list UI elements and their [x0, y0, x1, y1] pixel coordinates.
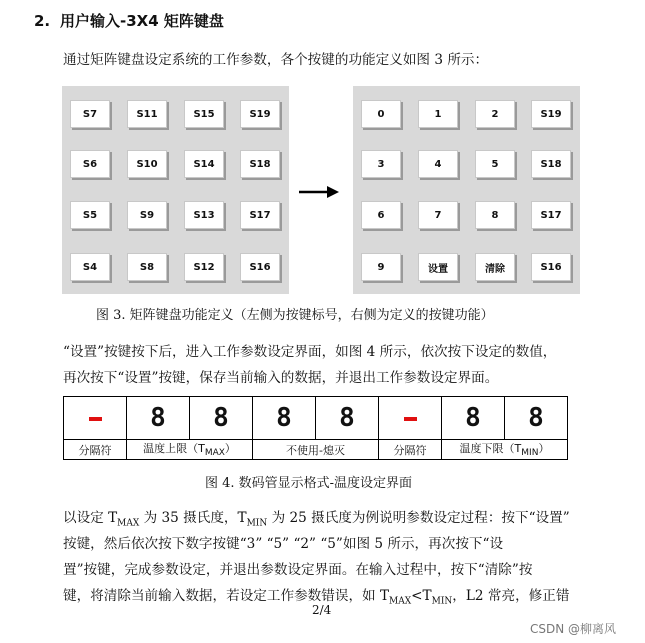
- paragraph-2-line-2: 再次按下“设置”按键，保存当前输入的数据，并退出工作参数设定界面。: [63, 370, 499, 386]
- paragraph-3-line-1: 以设定 $T_{MAX}$ 为 35 摄氏度，$T_{MIN}$ 为 25 摄氏度为例说明参数设定过程：按下“设置”: [63, 510, 570, 529]
- keypad-panel-right: [353, 86, 580, 294]
- segment-digit: [316, 397, 379, 440]
- left-key: S4: [70, 253, 110, 281]
- segment-digit: [127, 397, 190, 440]
- label-separator-1: 分隔符: [64, 440, 127, 460]
- left-key: S16: [240, 253, 280, 281]
- left-key: S7: [70, 100, 110, 128]
- figure-3-caption: 图 3. 矩阵键盘功能定义（左侧为按键标号，右侧为定义的按键功能）: [96, 308, 494, 323]
- figure-4-caption: 图 4. 数码管显示格式-温度设定界面: [205, 476, 413, 491]
- segment-digit: [379, 397, 442, 440]
- paragraph-3-line-2: 按键，然后依次按下数字按键“3” “5” “2” “5”如图 5 所示，再次按下“设: [63, 536, 504, 552]
- left-key: S9: [127, 201, 167, 229]
- right-key: 设置: [418, 253, 458, 281]
- left-key: S18: [240, 150, 280, 178]
- keypad-panel-left: [62, 86, 289, 294]
- dash-segment: [404, 417, 417, 421]
- right-key: 4: [418, 150, 458, 178]
- right-key: S19: [531, 100, 571, 128]
- segment-display-table: [63, 396, 568, 460]
- intro-paragraph: 通过矩阵键盘设定系统的工作参数，各个按键的功能定义如图 3 所示：: [63, 52, 489, 68]
- digit-glyph: 8: [465, 403, 481, 433]
- left-key: S19: [240, 100, 280, 128]
- left-key: S5: [70, 201, 110, 229]
- right-key: 0: [361, 100, 401, 128]
- section-title: 用户输入-3X4 矩阵键盘: [60, 12, 224, 30]
- left-key: S6: [70, 150, 110, 178]
- left-key: S8: [127, 253, 167, 281]
- right-key: 5: [475, 150, 515, 178]
- segment-digit: [442, 397, 505, 440]
- right-key: 清除: [475, 253, 515, 281]
- right-key: 6: [361, 201, 401, 229]
- right-key: 8: [475, 201, 515, 229]
- left-key: S11: [127, 100, 167, 128]
- segment-digit: [253, 397, 316, 440]
- label-temp-lower: 温度下限$(T_{MIN})$: [442, 440, 568, 460]
- page-number: 2/4: [312, 603, 332, 617]
- right-key: 7: [418, 201, 458, 229]
- digit-glyph: 8: [339, 403, 355, 433]
- left-key: S15: [184, 100, 224, 128]
- right-key: 9: [361, 253, 401, 281]
- digit-glyph: 8: [276, 403, 292, 433]
- left-key: S12: [184, 253, 224, 281]
- segment-digit: [190, 397, 253, 440]
- segment-digit: [505, 397, 568, 440]
- digit-glyph: 8: [150, 403, 166, 433]
- right-key: 3: [361, 150, 401, 178]
- label-temp-upper: 温度上限$(T_{MAX})$: [127, 440, 253, 460]
- paragraph-2-line-1: “设置”按键按下后，进入工作参数设定界面，如图 4 所示，依次按下设定的数值，: [63, 344, 557, 360]
- left-key: S17: [240, 201, 280, 229]
- right-key: S18: [531, 150, 571, 178]
- left-key: S13: [184, 201, 224, 229]
- paragraph-3-line-3: 置”按键，完成参数设定，并退出参数设定界面。在输入过程中，按下“清除”按: [63, 562, 533, 578]
- right-key: S16: [531, 253, 571, 281]
- right-key: 1: [418, 100, 458, 128]
- csdn-watermark: CSDN @柳离风: [530, 622, 617, 636]
- digit-glyph: 8: [213, 403, 229, 433]
- right-key: S17: [531, 201, 571, 229]
- section-number: 2.: [34, 12, 51, 30]
- right-key: 2: [475, 100, 515, 128]
- left-key: S14: [184, 150, 224, 178]
- label-unused: 不使用-熄灭: [253, 440, 379, 460]
- digit-glyph: 8: [528, 403, 544, 433]
- dash-segment: [89, 417, 102, 421]
- left-key: S10: [127, 150, 167, 178]
- segment-digit: [64, 397, 127, 440]
- paragraph-3-line-4: 键，将清除当前输入数据，若设定工作参数错误，如 $T_{MAX}<T_{MIN}$，L2 常亮，修正错: [63, 588, 570, 607]
- section-heading: [34, 10, 224, 31]
- right-arrow-icon: [299, 184, 339, 200]
- label-separator-2: 分隔符: [379, 440, 442, 460]
